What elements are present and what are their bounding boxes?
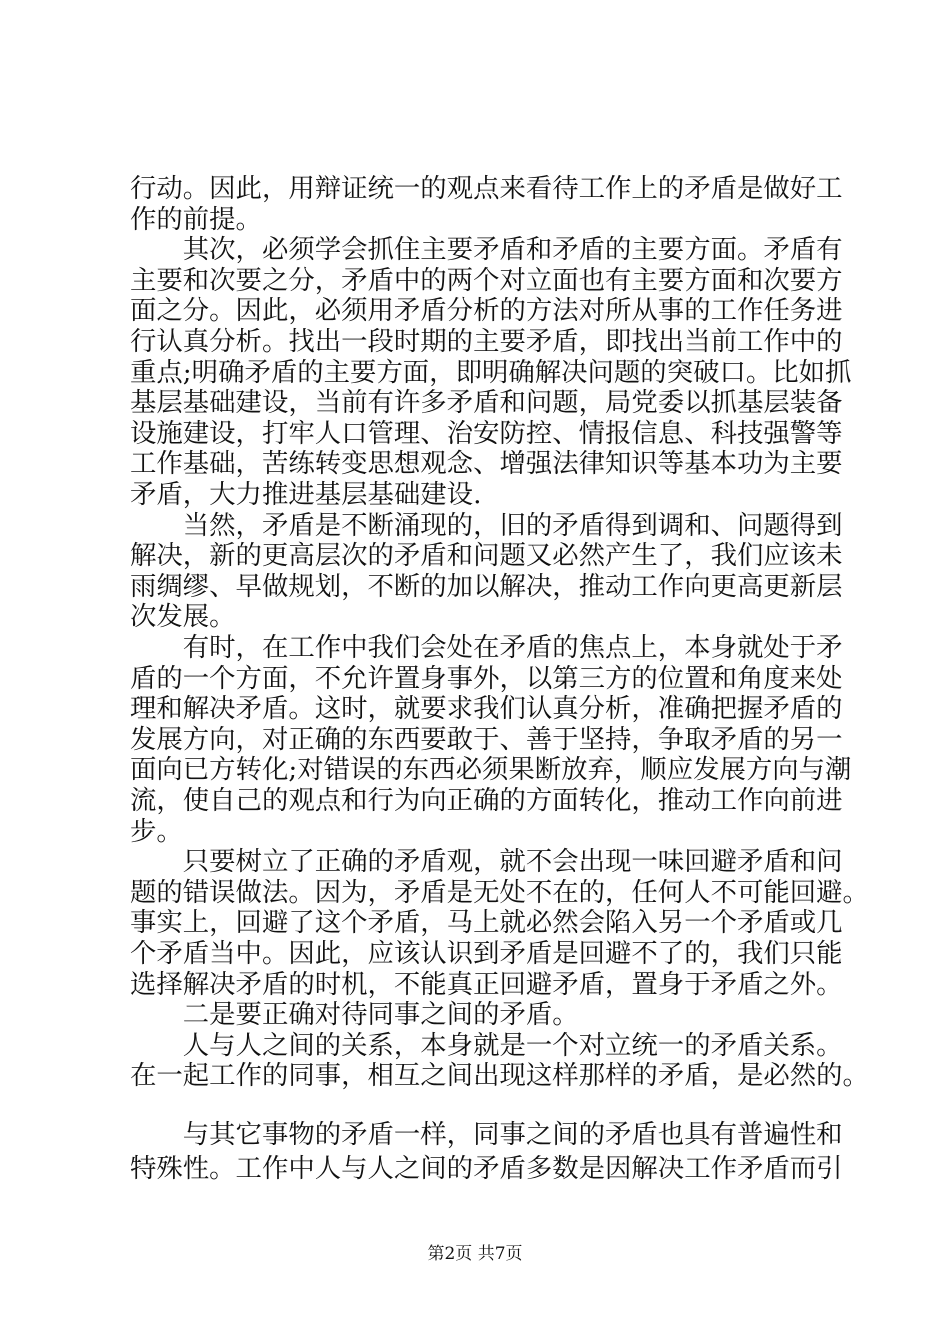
text-line: 行认真分析。找出一段时期的主要矛盾，即找出当前工作中的 [130, 326, 843, 357]
text-line: 发展方向，对正确的东西要敢于、善于坚持，争取矛盾的另一 [130, 723, 843, 755]
text-line: 在一起工作的同事，相互之间出现这样那样的矛盾，是必然的。 [130, 1060, 869, 1092]
text-line: 作的前提。 [130, 203, 262, 235]
text-line: 矛盾，大力推进基层基础建设. [130, 479, 482, 510]
text-line: 次发展。 [130, 601, 236, 633]
text-line: 理和解决矛盾。这时，就要求我们认真分析，准确把握矛盾的 [130, 693, 843, 725]
text-line: 面向已方转化;对错误的东西必须果断放弃，顺应发展方向与潮 [130, 754, 852, 786]
text-line: 工作基础，苦练转变思想观念、增强法律知识等基本功为主要 [130, 448, 843, 480]
text-line: 当然，矛盾是不断涌现的，旧的矛盾得到调和、问题得到 [130, 509, 843, 541]
text-line: 有时，在工作中我们会处在矛盾的焦点上，本身就处于矛 [130, 632, 843, 663]
text-line: 主要和次要之分，矛盾中的两个对立面也有主要方面和次要方 [130, 264, 843, 296]
text-line: 特殊性。工作中人与人之间的矛盾多数是因解决工作矛盾而引 [130, 1153, 843, 1184]
text-line: 二是要正确对待同事之间的矛盾。 [130, 999, 579, 1031]
text-line: 选择解决矛盾的时机，不能真正回避矛盾，置身于矛盾之外。 [130, 968, 843, 1000]
text-line: 行动。因此，用辩证统一的观点来看待工作上的矛盾是做好工 [130, 173, 843, 204]
text-line: 流，使自己的观点和行为向正确的方面转化，推动工作向前进 [130, 785, 843, 816]
text-line: 基层基础建设，当前有许多矛盾和问题，局党委以抓基层装备 [130, 387, 843, 419]
text-line: 只要树立了正确的矛盾观，就不会出现一味回避矛盾和问 [130, 846, 843, 878]
text-line: 人与人之间的关系，本身就是一个对立统一的矛盾关系。 [130, 1029, 843, 1061]
text-line: 解决，新的更高层次的矛盾和问题又必然产生了，我们应该未 [130, 540, 843, 572]
text-line: 盾的一个方面，不允许置身事外，以第三方的位置和角度来处 [130, 662, 843, 694]
text-line: 个矛盾当中。因此，应该认识到矛盾是回避不了的，我们只能 [130, 938, 843, 969]
text-line: 雨绸缪、早做规划，不断的加以解决，推动工作向更高更新层 [130, 570, 843, 602]
text-line: 事实上，回避了这个矛盾，马上就必然会陷入另一个矛盾或几 [130, 907, 843, 939]
text-line: 题的错误做法。因为，矛盾是无处不在的，任何人不可能回避。 [130, 876, 869, 908]
page-number-footer: 第2页 共7页 [427, 1244, 523, 1264]
text-line: 步。 [130, 815, 183, 847]
text-line: 面之分。因此，必须用矛盾分析的方法对所从事的工作任务进 [130, 295, 843, 327]
text-line: 其次，必须学会抓住主要矛盾和矛盾的主要方面。矛盾有 [130, 234, 843, 266]
text-line: 设施建设，打牢人口管理、治安防控、情报信息、科技强警等 [130, 417, 843, 449]
text-line: 重点;明确矛盾的主要方面，即明确解决问题的突破口。比如抓 [130, 356, 852, 388]
text-line: 与其它事物的矛盾一样，同事之间的矛盾也具有普遍性和 [130, 1119, 843, 1150]
